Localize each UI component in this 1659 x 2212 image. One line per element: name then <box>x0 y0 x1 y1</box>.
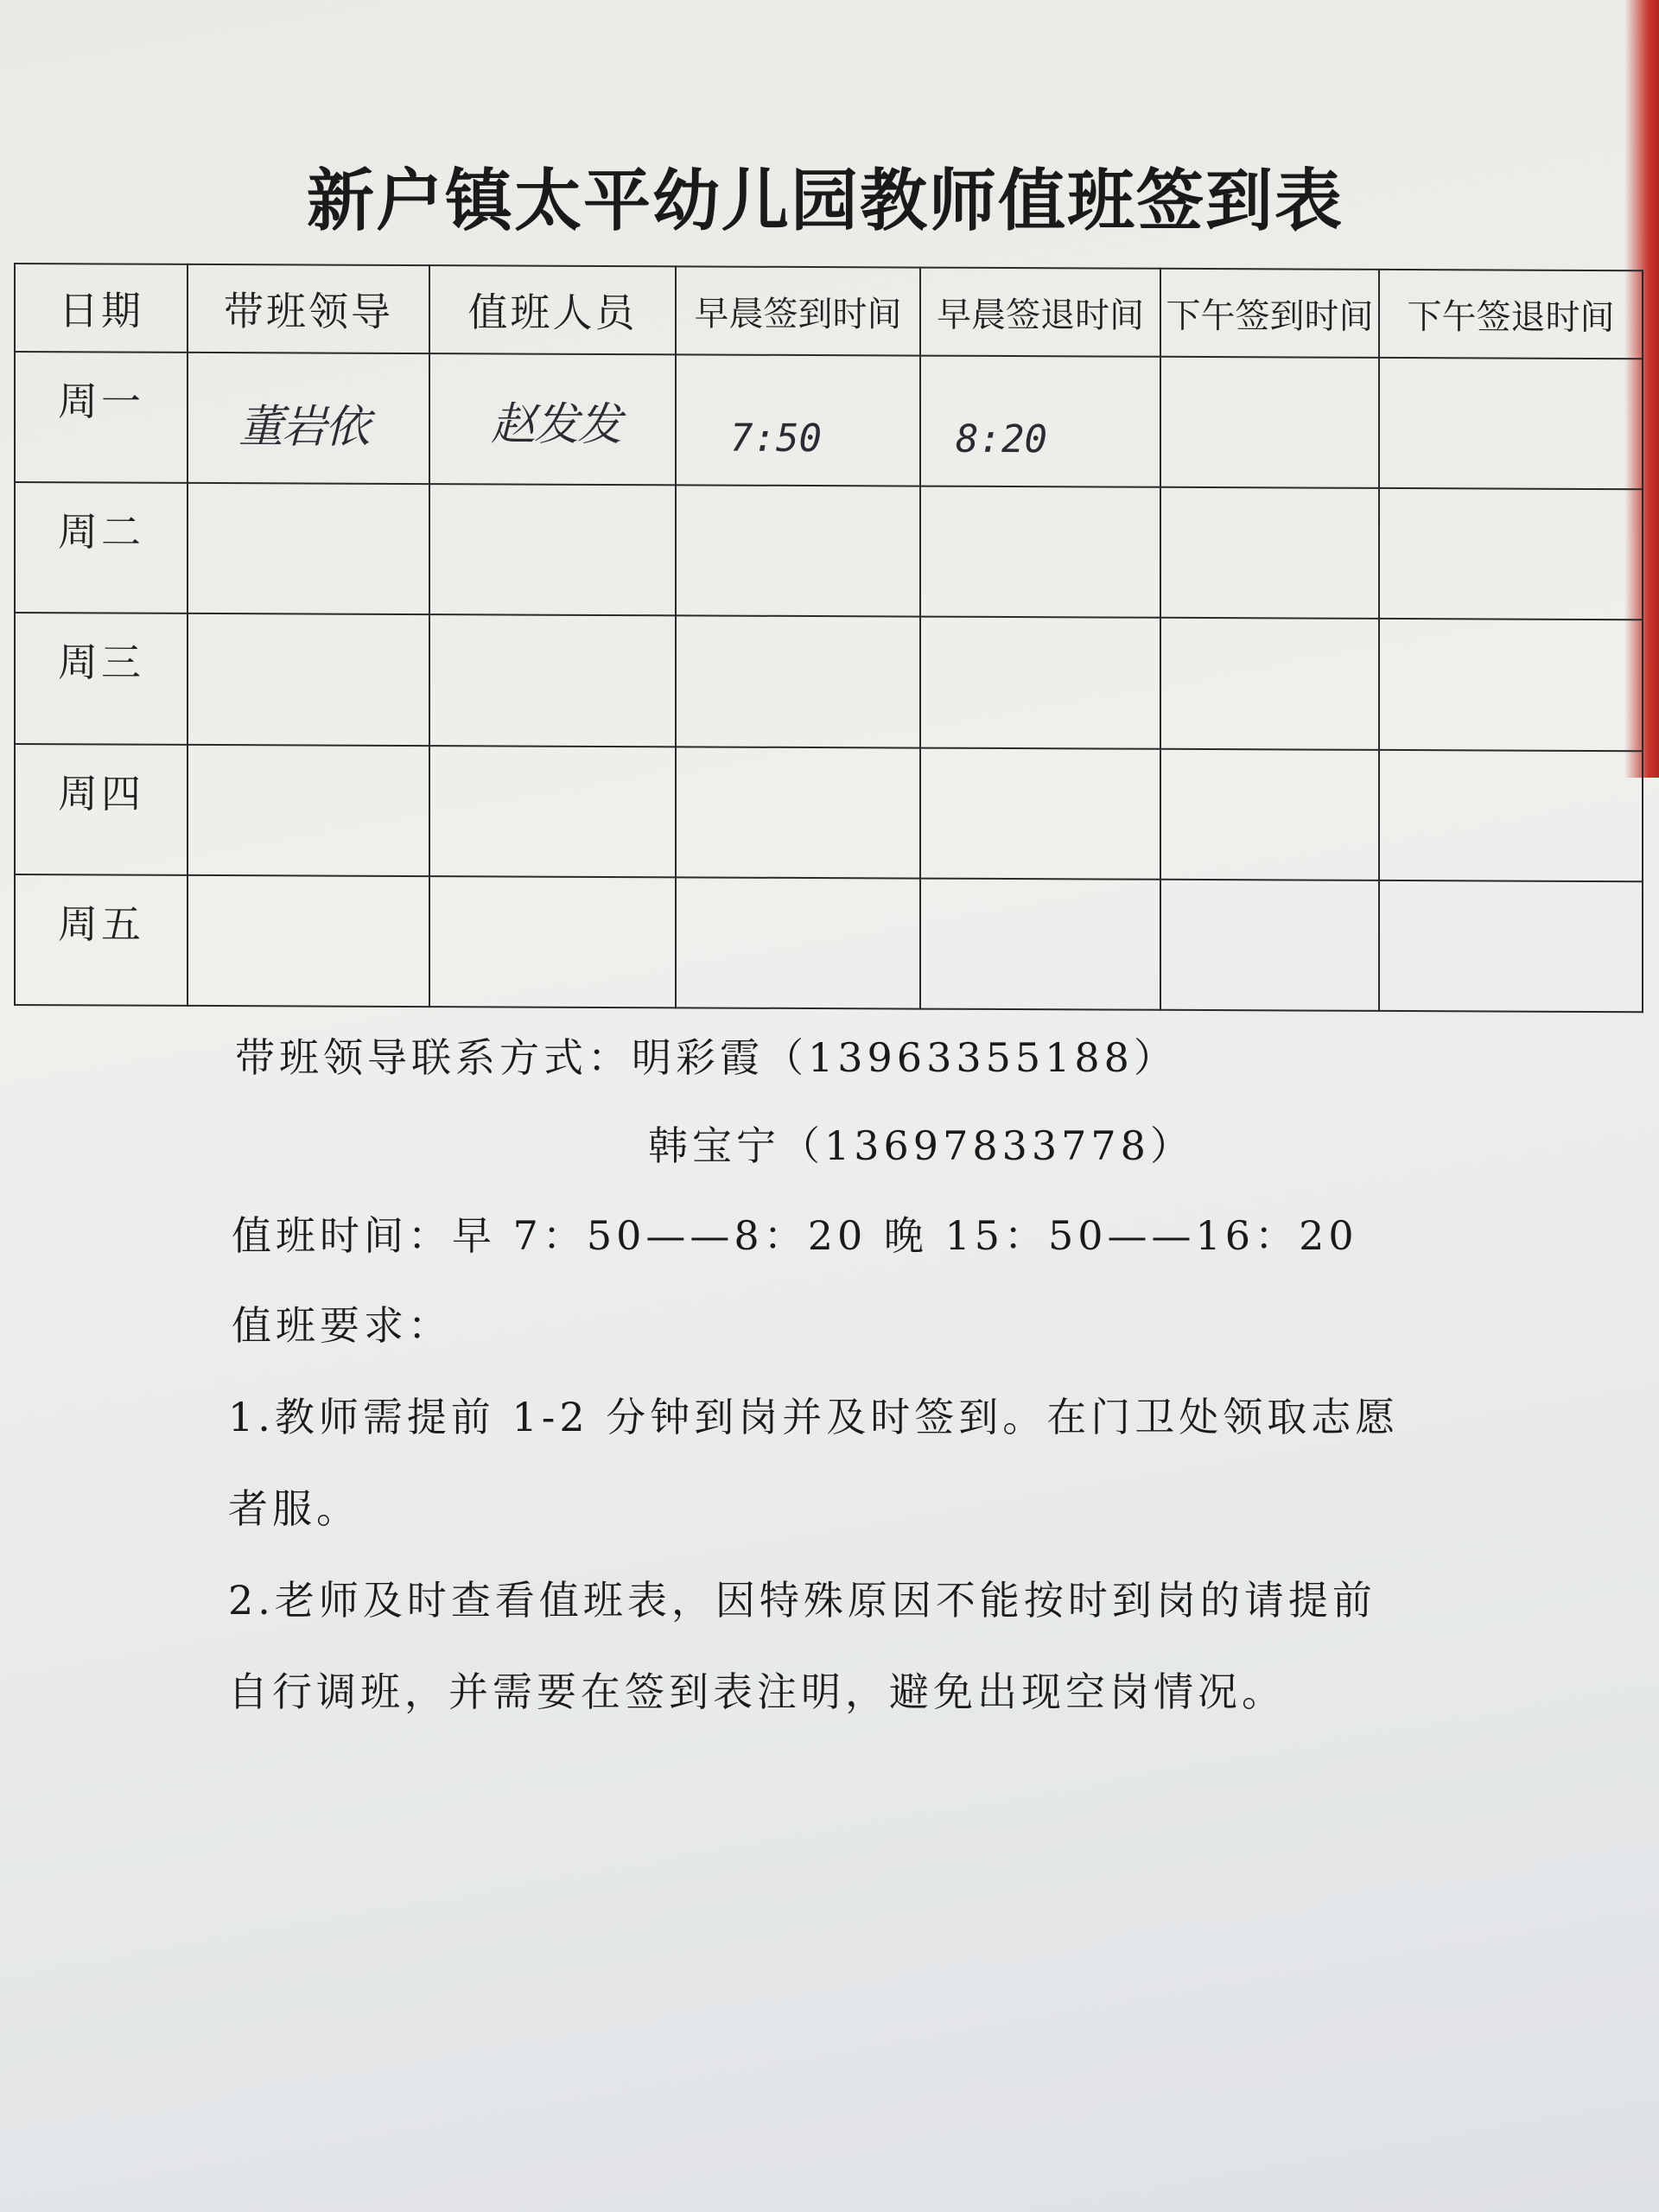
header-morning-out: 早晨签退时间 <box>920 268 1160 357</box>
morning-in-cell[interactable] <box>676 616 920 747</box>
leader-cell[interactable] <box>188 483 429 614</box>
staff-cell[interactable] <box>429 614 676 746</box>
morning-in-cell[interactable] <box>676 747 920 878</box>
staff-cell[interactable] <box>429 353 676 485</box>
duty-table-wrap <box>14 263 1642 1013</box>
leader-signature: 董岩依 <box>238 401 369 454</box>
header-leader: 带班领导 <box>188 264 429 353</box>
page-title: 新户镇太平幼儿园教师值班签到表 <box>306 162 1344 240</box>
day-cell: 周三 <box>15 613 188 744</box>
requirement-2-line-2: 自行调班，并需要在签到表注明，避免出现空岗情况。 <box>228 1669 1286 1715</box>
table-row <box>15 482 1643 620</box>
header-morning-in: 早晨签到时间 <box>676 266 920 355</box>
header-date: 日期 <box>15 264 188 353</box>
morning-in-cell[interactable] <box>676 354 920 486</box>
afternoon-in-cell[interactable] <box>1160 487 1379 619</box>
day-cell: 周四 <box>15 744 188 875</box>
morning-out-cell[interactable] <box>920 878 1160 1009</box>
morning-out-cell[interactable] <box>920 486 1160 618</box>
requirement-2-line-1: 2.老师及时查看值班表，因特殊原因不能按时到岗的请提前 <box>228 1577 1376 1624</box>
morning-out-time: 8:20 <box>956 416 1047 462</box>
day-cell: 周一 <box>15 352 188 483</box>
table-row <box>15 613 1643 750</box>
header-afternoon-in: 下午签到时间 <box>1160 269 1379 358</box>
afternoon-in-cell[interactable] <box>1160 880 1379 1011</box>
morning-out-cell[interactable] <box>920 617 1160 748</box>
table-row <box>15 874 1643 1012</box>
leader-cell[interactable] <box>188 744 429 875</box>
table-row <box>15 352 1643 489</box>
requirement-1-line-2: 者服。 <box>228 1485 360 1532</box>
contact-line-2: 韩宝宁（13697833778） <box>648 1122 1194 1169</box>
afternoon-out-cell[interactable] <box>1379 749 1643 881</box>
staff-cell[interactable] <box>429 484 676 615</box>
table-row <box>15 744 1643 881</box>
leader-cell[interactable] <box>188 353 429 484</box>
morning-in-time: 7:50 <box>730 416 822 461</box>
morning-out-cell[interactable] <box>920 356 1160 487</box>
table-header-row <box>15 264 1643 359</box>
staff-cell[interactable] <box>429 876 676 1007</box>
morning-in-cell[interactable] <box>676 877 920 1008</box>
day-cell: 周五 <box>15 874 188 1006</box>
afternoon-in-cell[interactable] <box>1160 618 1379 749</box>
leader-cell[interactable] <box>188 613 429 745</box>
afternoon-in-cell[interactable] <box>1160 748 1379 880</box>
morning-out-cell[interactable] <box>920 747 1160 879</box>
afternoon-out-cell[interactable] <box>1379 488 1643 620</box>
contact-line-1: 带班领导联系方式：明彩霞（13963355188） <box>235 1034 1178 1081</box>
header-staff: 值班人员 <box>429 265 676 354</box>
duty-sign-in-table <box>14 263 1643 1013</box>
day-cell: 周二 <box>15 482 188 613</box>
requirements-heading: 值班要求： <box>232 1302 452 1349</box>
afternoon-out-cell[interactable] <box>1379 358 1643 490</box>
leader-cell[interactable] <box>188 875 429 1007</box>
afternoon-in-cell[interactable] <box>1160 357 1379 488</box>
staff-cell[interactable] <box>429 746 676 877</box>
requirement-1-line-1: 1.教师需提前 1-2 分钟到岗并及时签到。在门卫处领取志愿 <box>228 1394 1400 1440</box>
duty-time: 值班时间：早 7：50——8：20 晚 15：50——16：20 <box>232 1212 1358 1259</box>
afternoon-out-cell[interactable] <box>1379 880 1643 1013</box>
staff-signature: 赵发发 <box>491 398 621 452</box>
header-afternoon-out: 下午签退时间 <box>1379 270 1643 359</box>
morning-in-cell[interactable] <box>676 486 920 617</box>
afternoon-out-cell[interactable] <box>1379 619 1643 751</box>
